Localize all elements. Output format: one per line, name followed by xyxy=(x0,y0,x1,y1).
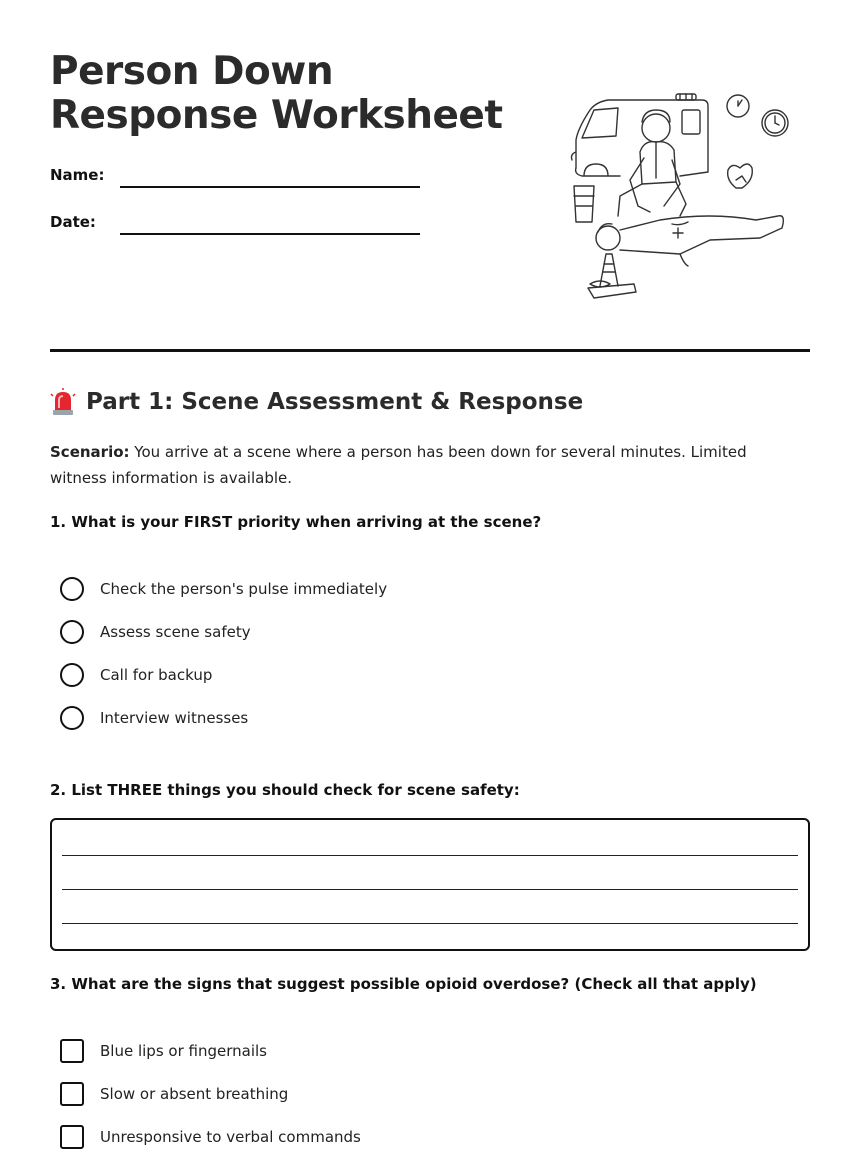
question-1: 1. What is your FIRST priority when arriving at the scene? xyxy=(50,513,542,531)
part1-heading xyxy=(50,388,583,416)
part1-heading-text: Part 1: Scene Assessment & Response xyxy=(86,389,584,415)
radio-button[interactable] xyxy=(60,663,84,687)
q1-option[interactable] xyxy=(60,619,251,645)
page-title: Person Down Response Worksheet xyxy=(50,49,503,138)
option-label: Interview witnesses xyxy=(100,709,249,727)
checkbox[interactable] xyxy=(60,1125,84,1149)
q1-option[interactable] xyxy=(60,705,248,731)
answer-line[interactable] xyxy=(62,923,798,924)
name-field[interactable] xyxy=(120,186,420,188)
q2-answer-box[interactable] xyxy=(50,818,810,951)
date-label: Date: xyxy=(50,213,96,231)
q3-option[interactable] xyxy=(60,1038,267,1064)
scenario-body: You arrive at a scene where a person has been down for several minutes. Limited witness information is available. xyxy=(50,443,747,487)
question-3: 3. What are the signs that suggest possible opioid overdose? (Check all that apply) xyxy=(50,975,757,993)
option-label: Call for backup xyxy=(100,666,213,684)
checkbox[interactable] xyxy=(60,1039,84,1063)
option-label: Assess scene safety xyxy=(100,623,251,641)
date-field[interactable] xyxy=(120,233,420,235)
option-label: Unresponsive to verbal commands xyxy=(100,1128,361,1146)
answer-line[interactable] xyxy=(62,855,798,856)
scenario-label: Scenario: xyxy=(50,443,130,461)
q1-option[interactable] xyxy=(60,662,212,688)
q3-option[interactable] xyxy=(60,1124,361,1150)
option-label: Slow or absent breathing xyxy=(100,1085,289,1103)
scenario-text xyxy=(50,439,790,491)
option-label: Check the person's pulse immediately xyxy=(100,580,388,598)
q1-option[interactable] xyxy=(60,576,387,602)
section-divider xyxy=(50,349,810,352)
radio-button[interactable] xyxy=(60,577,84,601)
name-label: Name: xyxy=(50,166,105,184)
q3-option[interactable] xyxy=(60,1081,288,1107)
paramedic-cpr-illustration xyxy=(560,88,800,304)
siren-icon xyxy=(50,388,76,416)
question-2: 2. List THREE things you should check for scene safety: xyxy=(50,781,520,799)
radio-button[interactable] xyxy=(60,620,84,644)
option-label: Blue lips or fingernails xyxy=(100,1042,267,1060)
answer-line[interactable] xyxy=(62,889,798,890)
radio-button[interactable] xyxy=(60,706,84,730)
checkbox[interactable] xyxy=(60,1082,84,1106)
